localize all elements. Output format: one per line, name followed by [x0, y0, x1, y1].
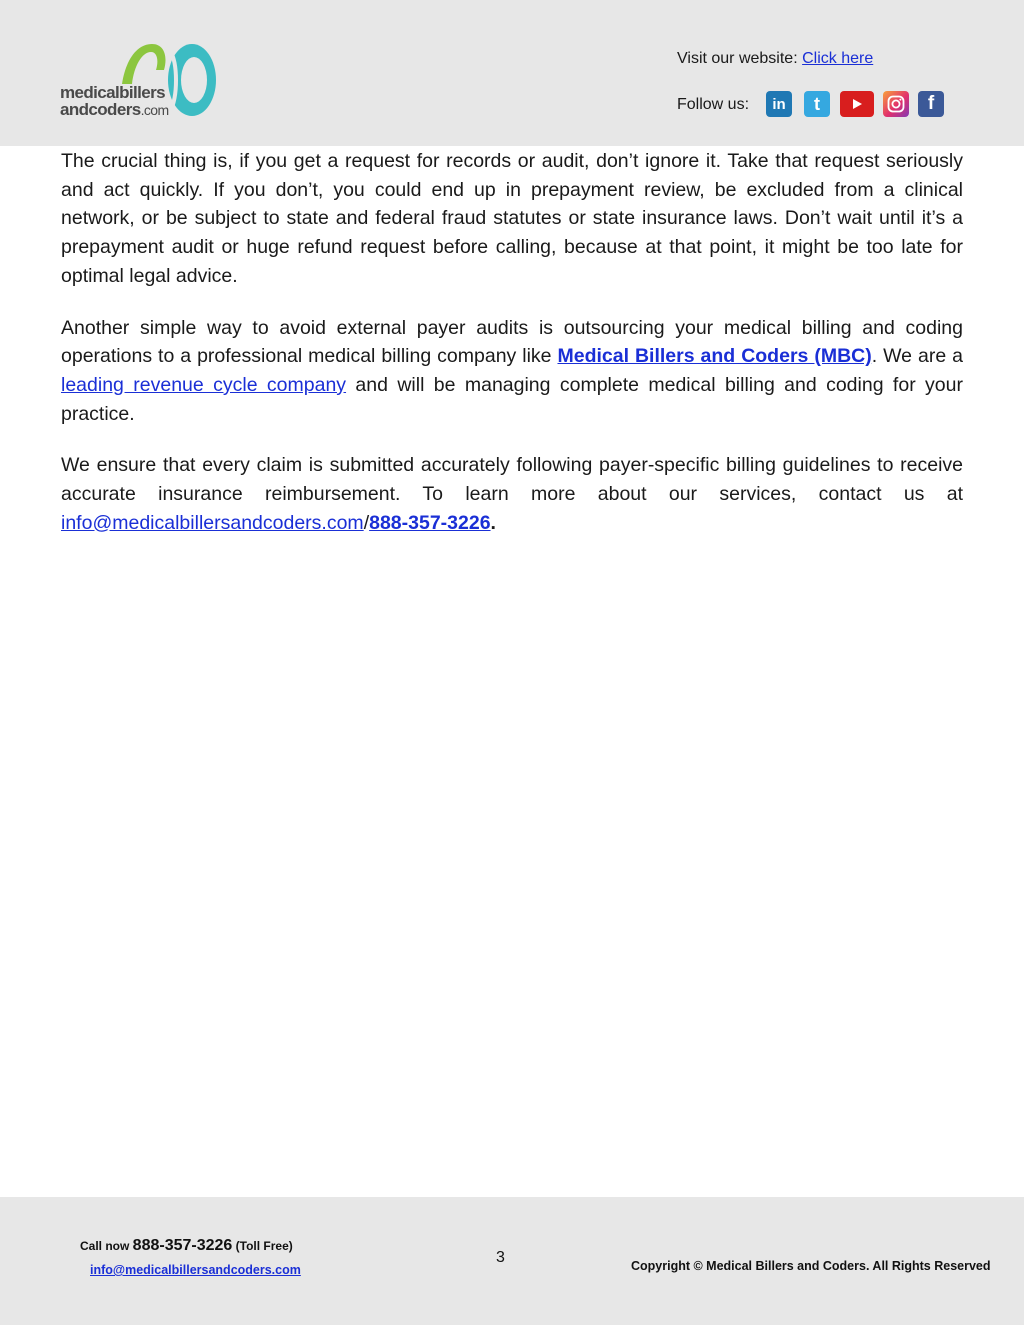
twitter-glyph: t — [814, 93, 820, 114]
paragraph-2-text-a: Another simple way to avoid external payer audits is outsourcing your medical billing and coding operations to a professional medical billing company like — [61, 316, 963, 368]
phone-link[interactable]: 888-357-3226 — [369, 511, 491, 534]
page-number: 3 — [496, 1249, 505, 1266]
company-logo — [60, 40, 220, 122]
copyright-text: Copyright © Medical Billers and Coders. All Rights Reserved — [631, 1259, 991, 1273]
camera-icon — [887, 95, 905, 113]
page-footer — [0, 1197, 1024, 1325]
call-label: Call now — [80, 1239, 133, 1253]
period: . — [490, 511, 496, 534]
toll-free-label: (Toll Free) — [232, 1239, 293, 1253]
logo-line1: medicalbillers — [60, 83, 165, 102]
page-header — [0, 0, 1024, 146]
email-link[interactable]: info@medicalbillersandcoders.com — [61, 511, 364, 534]
facebook-glyph: f — [927, 93, 935, 114]
paragraph-2 — [61, 314, 963, 429]
footer-email-link[interactable]: info@medicalbillersandcoders.com — [90, 1263, 301, 1277]
paragraph-3-text-a: We ensure that every claim is submitted accurately following payer-specific billing guidelines to receive accurate insurance reimbursement. To learn more about our services, contact us at — [61, 454, 963, 506]
youtube-icon[interactable] — [840, 91, 874, 117]
revenue-cycle-link[interactable]: leading revenue cycle company — [61, 373, 347, 396]
logo-line2-suffix: .com — [140, 102, 169, 118]
visit-label: Visit our website: — [677, 50, 803, 67]
separator: / — [363, 511, 370, 534]
visit-website — [677, 50, 873, 68]
play-icon — [850, 97, 864, 111]
document-body — [61, 147, 963, 560]
call-number: 888-357-3226 — [132, 1237, 233, 1254]
follow-label: Follow us: — [677, 96, 750, 113]
facebook-icon[interactable] — [918, 91, 944, 117]
logo-line2: andcoders — [60, 100, 141, 119]
linkedin-icon[interactable] — [766, 91, 792, 117]
instagram-icon[interactable] — [883, 91, 909, 117]
mbc-link[interactable]: Medical Billers and Coders (MBC) — [557, 345, 872, 368]
paragraph-1: The crucial thing is, if you get a request for records or audit, don’t ignore it. Take that request seriously and act quickly. If you don’t, you could end up in prepayment review, be excluded from a clinical network, or be subject to state and federal fraud statutes or state insurance laws. Don’t wait until it’s a prepayment audit or huge refund request before calling, because at that point, it might be too late for optimal legal advice. — [61, 150, 963, 287]
twitter-icon[interactable] — [804, 91, 830, 117]
paragraph-2-text-c: and will be managing complete medical billing and coding for your practice. — [61, 373, 963, 425]
website-link[interactable]: Click here — [802, 50, 874, 67]
paragraph-3 — [61, 451, 963, 537]
linkedin-glyph: in — [772, 95, 786, 113]
logo-wordmark — [60, 84, 169, 119]
paragraph-2-text-b: . We are a — [871, 345, 963, 368]
call-now — [80, 1237, 293, 1255]
